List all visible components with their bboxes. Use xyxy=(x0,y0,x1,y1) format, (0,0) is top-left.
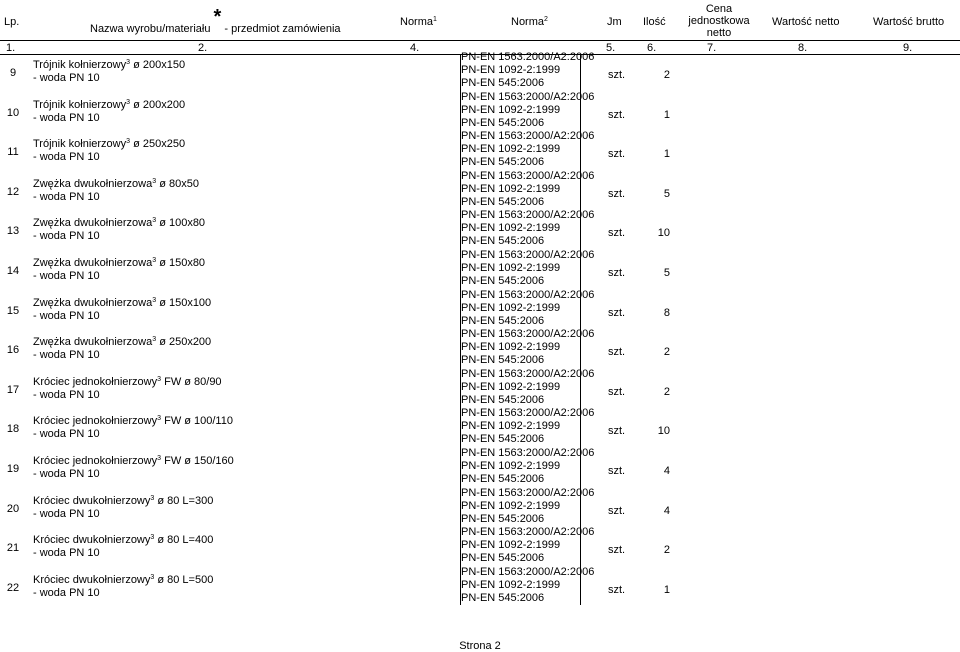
row-product xyxy=(33,415,233,428)
row-standard-3: PN-EN 545:2006 xyxy=(461,552,545,565)
row-medium: - woda PN 10 xyxy=(33,309,100,322)
row-quantity: 4 xyxy=(663,504,670,517)
colnum-9: 9. xyxy=(903,42,913,54)
row-standard-3: PN-EN 545:2006 xyxy=(461,156,545,169)
row-standards xyxy=(461,289,594,328)
row-medium: - woda PN 10 xyxy=(33,586,100,599)
row-standard-1: PN-EN 1563:2000/A2:2006 xyxy=(461,367,595,380)
row-product xyxy=(33,376,222,389)
row-name-cell xyxy=(33,138,185,164)
row-lp: 16 xyxy=(6,344,20,357)
row-product-spec: ø 150x100 xyxy=(159,296,212,309)
row-footnote: 3 xyxy=(152,257,157,264)
row-product xyxy=(33,59,185,72)
table-row xyxy=(0,90,960,135)
row-standards xyxy=(461,170,594,209)
row-name-cell xyxy=(33,99,185,125)
row-name-cell xyxy=(33,178,199,204)
row-product-spec: ø 200x200 xyxy=(133,98,186,111)
row-unit: szt. xyxy=(608,504,626,517)
header-lp: Lp. xyxy=(4,16,20,28)
header-name xyxy=(90,6,341,35)
header-ilosc: Ilość xyxy=(643,16,666,28)
row-lp: 12 xyxy=(6,185,20,198)
header-norma2-label: Norma xyxy=(511,16,545,28)
row-standard-3: PN-EN 545:2006 xyxy=(461,354,545,367)
row-standard-2: PN-EN 1092-2:1999 xyxy=(461,460,561,472)
row-standard-1: PN-EN 1563:2000/A2:2006 xyxy=(461,486,595,499)
row-quantity: 8 xyxy=(663,306,670,319)
row-standard-3: PN-EN 545:2006 xyxy=(461,473,545,485)
table-row xyxy=(0,288,960,333)
table-row xyxy=(0,249,960,293)
row-standard-2: PN-EN 1092-2:1999 xyxy=(461,143,561,156)
row-medium: - woda PN 10 xyxy=(33,270,100,282)
row-name-cell xyxy=(33,495,213,521)
row-standard-3: PN-EN 545:2006 xyxy=(461,235,545,248)
row-standard-1: PN-EN 1563:2000/A2:2006 xyxy=(461,565,595,578)
row-standards xyxy=(461,566,594,605)
table-row xyxy=(0,565,960,610)
row-standard-2: PN-EN 1092-2:1999 xyxy=(461,262,561,274)
row-product-name: Króciec dwukołnierzowy xyxy=(33,573,151,586)
row-product xyxy=(33,336,211,349)
row-medium: - woda PN 10 xyxy=(33,547,100,560)
row-product-name: Zwężka dwukołnierzowa xyxy=(33,177,153,190)
row-product-name: Zwężka dwukołnierzowa xyxy=(33,336,153,349)
row-name-cell xyxy=(33,415,233,441)
row-lp: 21 xyxy=(6,542,20,555)
row-product xyxy=(33,574,213,587)
row-standards xyxy=(461,447,594,486)
row-quantity: 1 xyxy=(663,108,670,121)
row-product-spec: ø 150x80 xyxy=(159,257,206,269)
row-standard-2: PN-EN 1092-2:1999 xyxy=(461,499,561,512)
table-row xyxy=(0,328,960,372)
row-name-cell xyxy=(33,534,213,560)
table-row xyxy=(0,51,960,95)
row-unit: szt. xyxy=(608,306,626,319)
row-product xyxy=(33,297,211,310)
colnum-4: 4. xyxy=(410,42,420,54)
row-quantity: 4 xyxy=(663,465,670,477)
colnum-1: 1. xyxy=(6,42,16,54)
row-unit: szt. xyxy=(608,148,626,161)
row-lp: 22 xyxy=(6,581,20,594)
row-standard-3: PN-EN 545:2006 xyxy=(461,275,545,287)
row-product-name: Zwężka dwukołnierzowa xyxy=(33,217,153,230)
row-medium: - woda PN 10 xyxy=(33,507,100,520)
row-product-name: Trójnik kołnierzowy xyxy=(33,98,127,111)
table-row xyxy=(0,169,960,214)
table-row xyxy=(0,407,960,451)
row-unit: szt. xyxy=(608,267,626,279)
row-product-spec: ø 250x250 xyxy=(133,138,186,151)
colnum-8: 8. xyxy=(798,42,808,54)
row-footnote: 3 xyxy=(150,573,155,581)
table-row xyxy=(0,130,960,174)
row-product xyxy=(33,257,205,270)
header-name-star: * xyxy=(213,6,222,28)
row-unit: szt. xyxy=(608,69,626,81)
row-quantity: 5 xyxy=(663,267,670,279)
row-standard-2: PN-EN 1092-2:1999 xyxy=(461,301,561,314)
row-standard-2: PN-EN 1092-2:1999 xyxy=(461,420,561,433)
row-footnote: 3 xyxy=(126,138,131,146)
row-product-spec: ø 80 L=300 xyxy=(157,494,214,507)
row-unit: szt. xyxy=(608,385,626,398)
row-quantity: 1 xyxy=(663,148,670,161)
row-standards xyxy=(461,249,594,288)
row-footnote: 3 xyxy=(152,296,157,304)
row-standard-3: PN-EN 545:2006 xyxy=(461,512,545,525)
row-product-name: Króciec dwukołnierzowy xyxy=(33,534,151,547)
row-name-cell xyxy=(33,59,185,85)
row-product xyxy=(33,217,205,230)
row-product-name: Zwężka dwukołnierzowa xyxy=(33,257,153,269)
row-quantity: 2 xyxy=(663,69,670,81)
row-standards xyxy=(461,407,594,446)
row-standard-1: PN-EN 1563:2000/A2:2006 xyxy=(461,209,595,222)
colnum-6: 6. xyxy=(647,42,657,54)
header-cena-line3: netto xyxy=(706,27,732,39)
row-product-spec: ø 80 L=500 xyxy=(157,573,214,586)
row-standard-3: PN-EN 545:2006 xyxy=(461,314,545,327)
table-row xyxy=(0,209,960,253)
header-norma2-sup: 2 xyxy=(544,16,548,23)
row-standard-2: PN-EN 1092-2:1999 xyxy=(461,380,561,393)
row-product-name: Trójnik kołnierzowy xyxy=(33,59,127,71)
row-quantity: 2 xyxy=(663,544,670,557)
row-unit: szt. xyxy=(608,425,626,438)
table-row xyxy=(0,486,960,531)
row-standard-1: PN-EN 1563:2000/A2:2006 xyxy=(461,249,595,261)
row-quantity: 10 xyxy=(657,425,670,438)
row-unit: szt. xyxy=(608,583,626,596)
row-unit: szt. xyxy=(608,544,626,557)
row-standard-3: PN-EN 545:2006 xyxy=(461,116,545,129)
row-medium: - woda PN 10 xyxy=(33,388,100,401)
row-unit: szt. xyxy=(608,346,626,359)
row-product-spec: ø 100x80 xyxy=(159,217,206,230)
header-wartosc-netto: Wartość netto xyxy=(772,16,840,28)
row-footnote: 3 xyxy=(152,336,157,344)
row-standard-1: PN-EN 1563:2000/A2:2006 xyxy=(461,526,595,539)
row-lp: 17 xyxy=(6,383,20,396)
table-row xyxy=(0,367,960,412)
row-footnote: 3 xyxy=(126,98,131,106)
colnum-2: 2. xyxy=(198,42,208,54)
row-quantity: 5 xyxy=(663,187,670,200)
row-product-spec: ø 80 L=400 xyxy=(157,534,214,547)
row-name-cell xyxy=(33,257,205,283)
header-cena xyxy=(680,3,758,39)
row-medium: - woda PN 10 xyxy=(33,190,100,203)
row-product xyxy=(33,495,213,508)
row-standard-1: PN-EN 1563:2000/A2:2006 xyxy=(461,288,595,301)
row-unit: szt. xyxy=(608,187,626,200)
row-standard-1: PN-EN 1563:2000/A2:2006 xyxy=(461,447,595,459)
row-quantity: 10 xyxy=(657,227,670,240)
row-lp: 14 xyxy=(6,265,20,277)
row-medium: - woda PN 10 xyxy=(33,230,100,243)
row-standard-2: PN-EN 1092-2:1999 xyxy=(461,64,561,76)
row-product-name: Króciec jednokołnierzowy xyxy=(33,455,158,467)
row-unit: szt. xyxy=(608,108,626,121)
row-lp: 9 xyxy=(9,67,17,79)
row-quantity: 2 xyxy=(663,346,670,359)
header-name-pre: Nazwa wyrobu/materiału xyxy=(90,23,211,35)
row-standard-2: PN-EN 1092-2:1999 xyxy=(461,103,561,116)
row-name-cell xyxy=(33,297,211,323)
row-standard-1: PN-EN 1563:2000/A2:2006 xyxy=(461,130,595,143)
row-standard-1: PN-EN 1563:2000/A2:2006 xyxy=(461,407,595,420)
row-medium: - woda PN 10 xyxy=(33,151,100,164)
row-medium: - woda PN 10 xyxy=(33,428,100,441)
row-product-spec: ø 250x200 xyxy=(159,336,212,349)
colnum-7: 7. xyxy=(707,42,717,54)
row-standard-3: PN-EN 545:2006 xyxy=(461,433,545,446)
header-norma2 xyxy=(511,16,548,28)
row-name-cell xyxy=(33,336,211,362)
row-standard-2: PN-EN 1092-2:1999 xyxy=(461,182,561,195)
row-unit: szt. xyxy=(608,227,626,240)
row-standards xyxy=(461,328,594,367)
row-product-spec: FW ø 150/160 xyxy=(164,455,234,467)
page-footer: Strona 2 xyxy=(459,640,501,652)
row-standards xyxy=(461,487,594,526)
header-norma1-sup: 1 xyxy=(433,16,437,23)
row-product-name: Króciec jednokołnierzowy xyxy=(33,415,158,428)
row-standards xyxy=(461,130,594,169)
row-product xyxy=(33,178,199,191)
row-footnote: 3 xyxy=(150,534,155,542)
header-norma1 xyxy=(400,16,437,28)
header-cena-line2: jednostkowa xyxy=(688,15,750,27)
row-product-spec: ø 80x50 xyxy=(159,177,199,190)
table-row xyxy=(0,526,960,570)
row-product-name: Trójnik kołnierzowy xyxy=(33,138,127,151)
row-footnote: 3 xyxy=(157,455,162,462)
header-bottom-rule xyxy=(0,40,960,41)
row-footnote: 3 xyxy=(152,177,157,185)
row-standard-1: PN-EN 1563:2000/A2:2006 xyxy=(461,51,595,63)
row-lp: 20 xyxy=(6,502,20,515)
header-cena-line1: Cena xyxy=(705,3,733,15)
row-name-cell xyxy=(33,376,222,402)
table-row xyxy=(0,447,960,491)
row-standard-1: PN-EN 1563:2000/A2:2006 xyxy=(461,90,595,103)
row-standard-3: PN-EN 545:2006 xyxy=(461,77,545,89)
row-footnote: 3 xyxy=(150,494,155,502)
row-product xyxy=(33,455,234,468)
colnum-5: 5. xyxy=(606,42,616,54)
row-lp: 10 xyxy=(6,106,20,119)
row-quantity: 2 xyxy=(663,385,670,398)
row-lp: 19 xyxy=(6,463,20,475)
row-footnote: 3 xyxy=(157,415,162,423)
row-lp: 18 xyxy=(6,423,20,436)
row-product-spec: FW ø 100/110 xyxy=(164,415,233,428)
row-medium: - woda PN 10 xyxy=(33,349,100,362)
row-product-name: Króciec dwukołnierzowy xyxy=(33,494,151,507)
row-product-name: Króciec jednokołnierzowy xyxy=(33,375,158,388)
row-standard-3: PN-EN 545:2006 xyxy=(461,393,545,406)
row-quantity: 1 xyxy=(663,583,670,596)
row-standard-2: PN-EN 1092-2:1999 xyxy=(461,341,561,354)
row-standard-2: PN-EN 1092-2:1999 xyxy=(461,578,561,591)
row-standards xyxy=(461,526,594,565)
row-standard-1: PN-EN 1563:2000/A2:2006 xyxy=(461,169,595,182)
header-jm: Jm xyxy=(607,16,622,28)
row-standard-3: PN-EN 545:2006 xyxy=(461,195,545,208)
row-standard-3: PN-EN 545:2006 xyxy=(461,591,545,604)
row-product-spec: FW ø 80/90 xyxy=(164,375,222,388)
header-wartosc-brutto: Wartość brutto xyxy=(873,16,945,28)
row-standard-1: PN-EN 1563:2000/A2:2006 xyxy=(461,328,595,341)
row-product-name: Zwężka dwukołnierzowa xyxy=(33,296,153,309)
row-name-cell xyxy=(33,455,234,481)
row-lp: 15 xyxy=(6,304,20,317)
row-product xyxy=(33,534,213,547)
row-unit: szt. xyxy=(608,465,626,477)
row-medium: - woda PN 10 xyxy=(33,72,100,84)
row-footnote: 3 xyxy=(152,217,157,225)
row-footnote: 3 xyxy=(126,59,131,66)
header-name-post: - przedmiot zamówienia xyxy=(224,23,341,35)
row-standards xyxy=(461,51,594,90)
row-name-cell xyxy=(33,217,205,243)
row-standard-2: PN-EN 1092-2:1999 xyxy=(461,222,561,235)
row-lp: 11 xyxy=(7,146,19,159)
row-product-spec: ø 200x150 xyxy=(133,59,186,71)
row-product xyxy=(33,138,185,151)
row-standards xyxy=(461,368,594,407)
row-lp: 13 xyxy=(6,225,20,238)
row-name-cell xyxy=(33,574,213,600)
row-footnote: 3 xyxy=(157,375,162,383)
row-product xyxy=(33,99,185,112)
row-standards xyxy=(461,209,594,248)
row-medium: - woda PN 10 xyxy=(33,111,100,124)
row-standard-2: PN-EN 1092-2:1999 xyxy=(461,539,561,552)
header-norma1-label: Norma xyxy=(400,16,434,28)
row-medium: - woda PN 10 xyxy=(33,468,100,480)
row-standards xyxy=(461,91,594,130)
